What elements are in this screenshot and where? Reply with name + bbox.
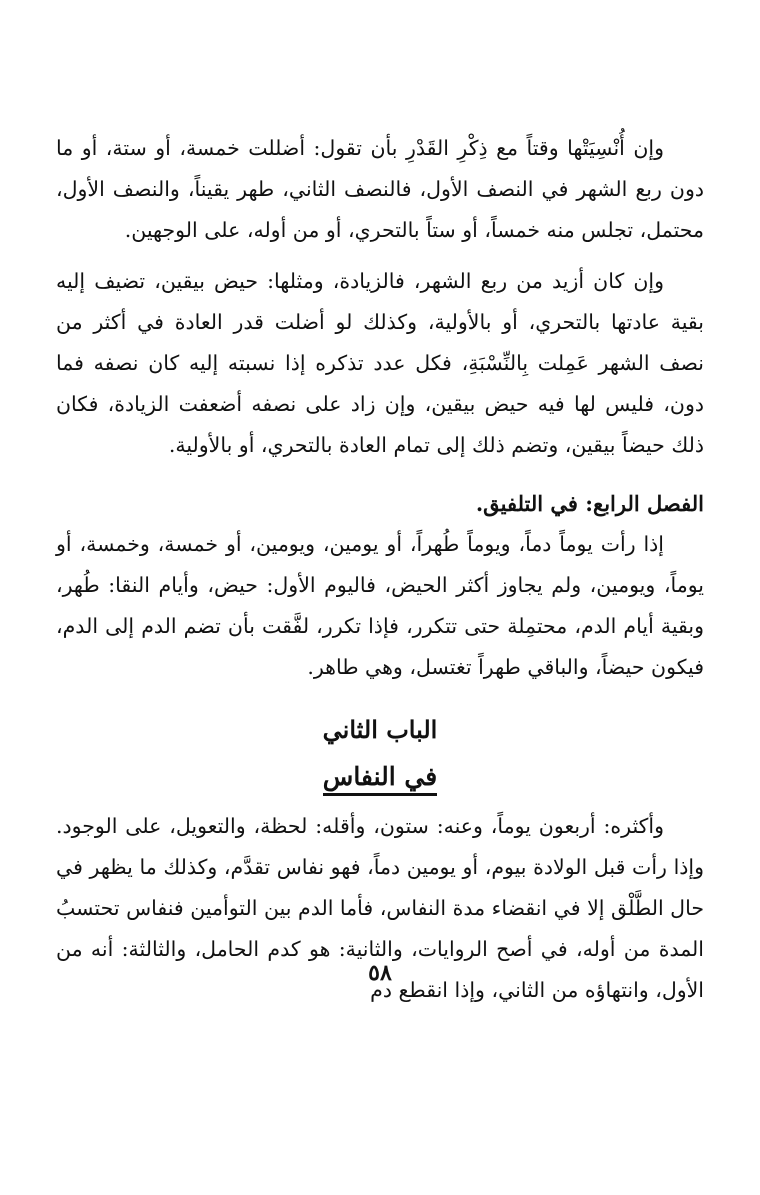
page-body <box>56 128 704 1011</box>
section-heading: الفصل الرابع: في التلفيق. <box>475 491 704 516</box>
paragraph-2: وإن كان أزيد من ربع الشهر، فالزيادة، ومثلها: حيض بيقين، تضيف إليه بقية عادتها بالتحري، أو بالأولية، وكذلك لو أضلت قدر العادة في أكثر من نصف الشهر عَمِلت بِالنِّسْبَةِ، فكل عدد تذكره إذا نسبته إليه كان نصفه فما دون، فليس لها فيه حيض بيقين، وإن زاد على نصفه أضعفت الزيادة، فكان ذلك حيضاً بيقين، وتضم ذلك إلى تمام العادة بالتحري، أو بالأولية. <box>56 269 704 457</box>
chapter-title: الباب الثاني <box>322 715 438 744</box>
chapter-subtitle-text: في النفاس <box>323 762 437 796</box>
section-paragraph: إذا رأت يوماً دماً، ويوماً طُهراً، أو يومين، ويومين، أو خمسة، وخمسة، أو يوماً، ويومين، ولم يجاوز أكثر الحيض، فاليوم الأول: حيض، وأيام النقا: طُهر، وبقية أيام الدم، محتمِلة حتى تتكرر، فإذا تكرر، لفَّقت بأن تضم الدم إلى الدم، فيكون حيضاً، والباقي طهراً تغتسل، وهي طاهر. <box>56 532 704 679</box>
chapter-paragraph: وأكثره: أربعون يوماً، وعنه: ستون، وأقله: لحظة، والتعويل، على الوجود. وإذا رأت قبل الولادة بيوم، أو يومين دماً، فهو نفاس تقدَّم، وكذلك ما يظهر في حال الطَّلْق إلا في انقضاء مدة النفاس، فأما الدم بين التوأمين فنفاس تحتسبُ المدة من أوله، في أصح الروايات، والثانية: هو كدم الحامل، والثالثة: أنه من الأول، وانتهاؤه من الثاني، وإذا انقطع دم <box>56 814 704 1002</box>
page-number: ٥٨ <box>368 960 392 986</box>
chapter-subtitle <box>56 754 704 800</box>
paragraph-1: وإن أُنْسِيَتْها وقتاً مع ذِكْرِ القَدْرِ بأن تقول: أضللت خمسة، أو ستة، أو ما دون ربع الشهر في النصف الأول، فالنصف الثاني، طهر يقيناً، والنصف الأول، محتمل، تجلس منه خمساً، أو ستاً بالتحري، أو من أوله، على الوجهين. <box>56 136 704 242</box>
